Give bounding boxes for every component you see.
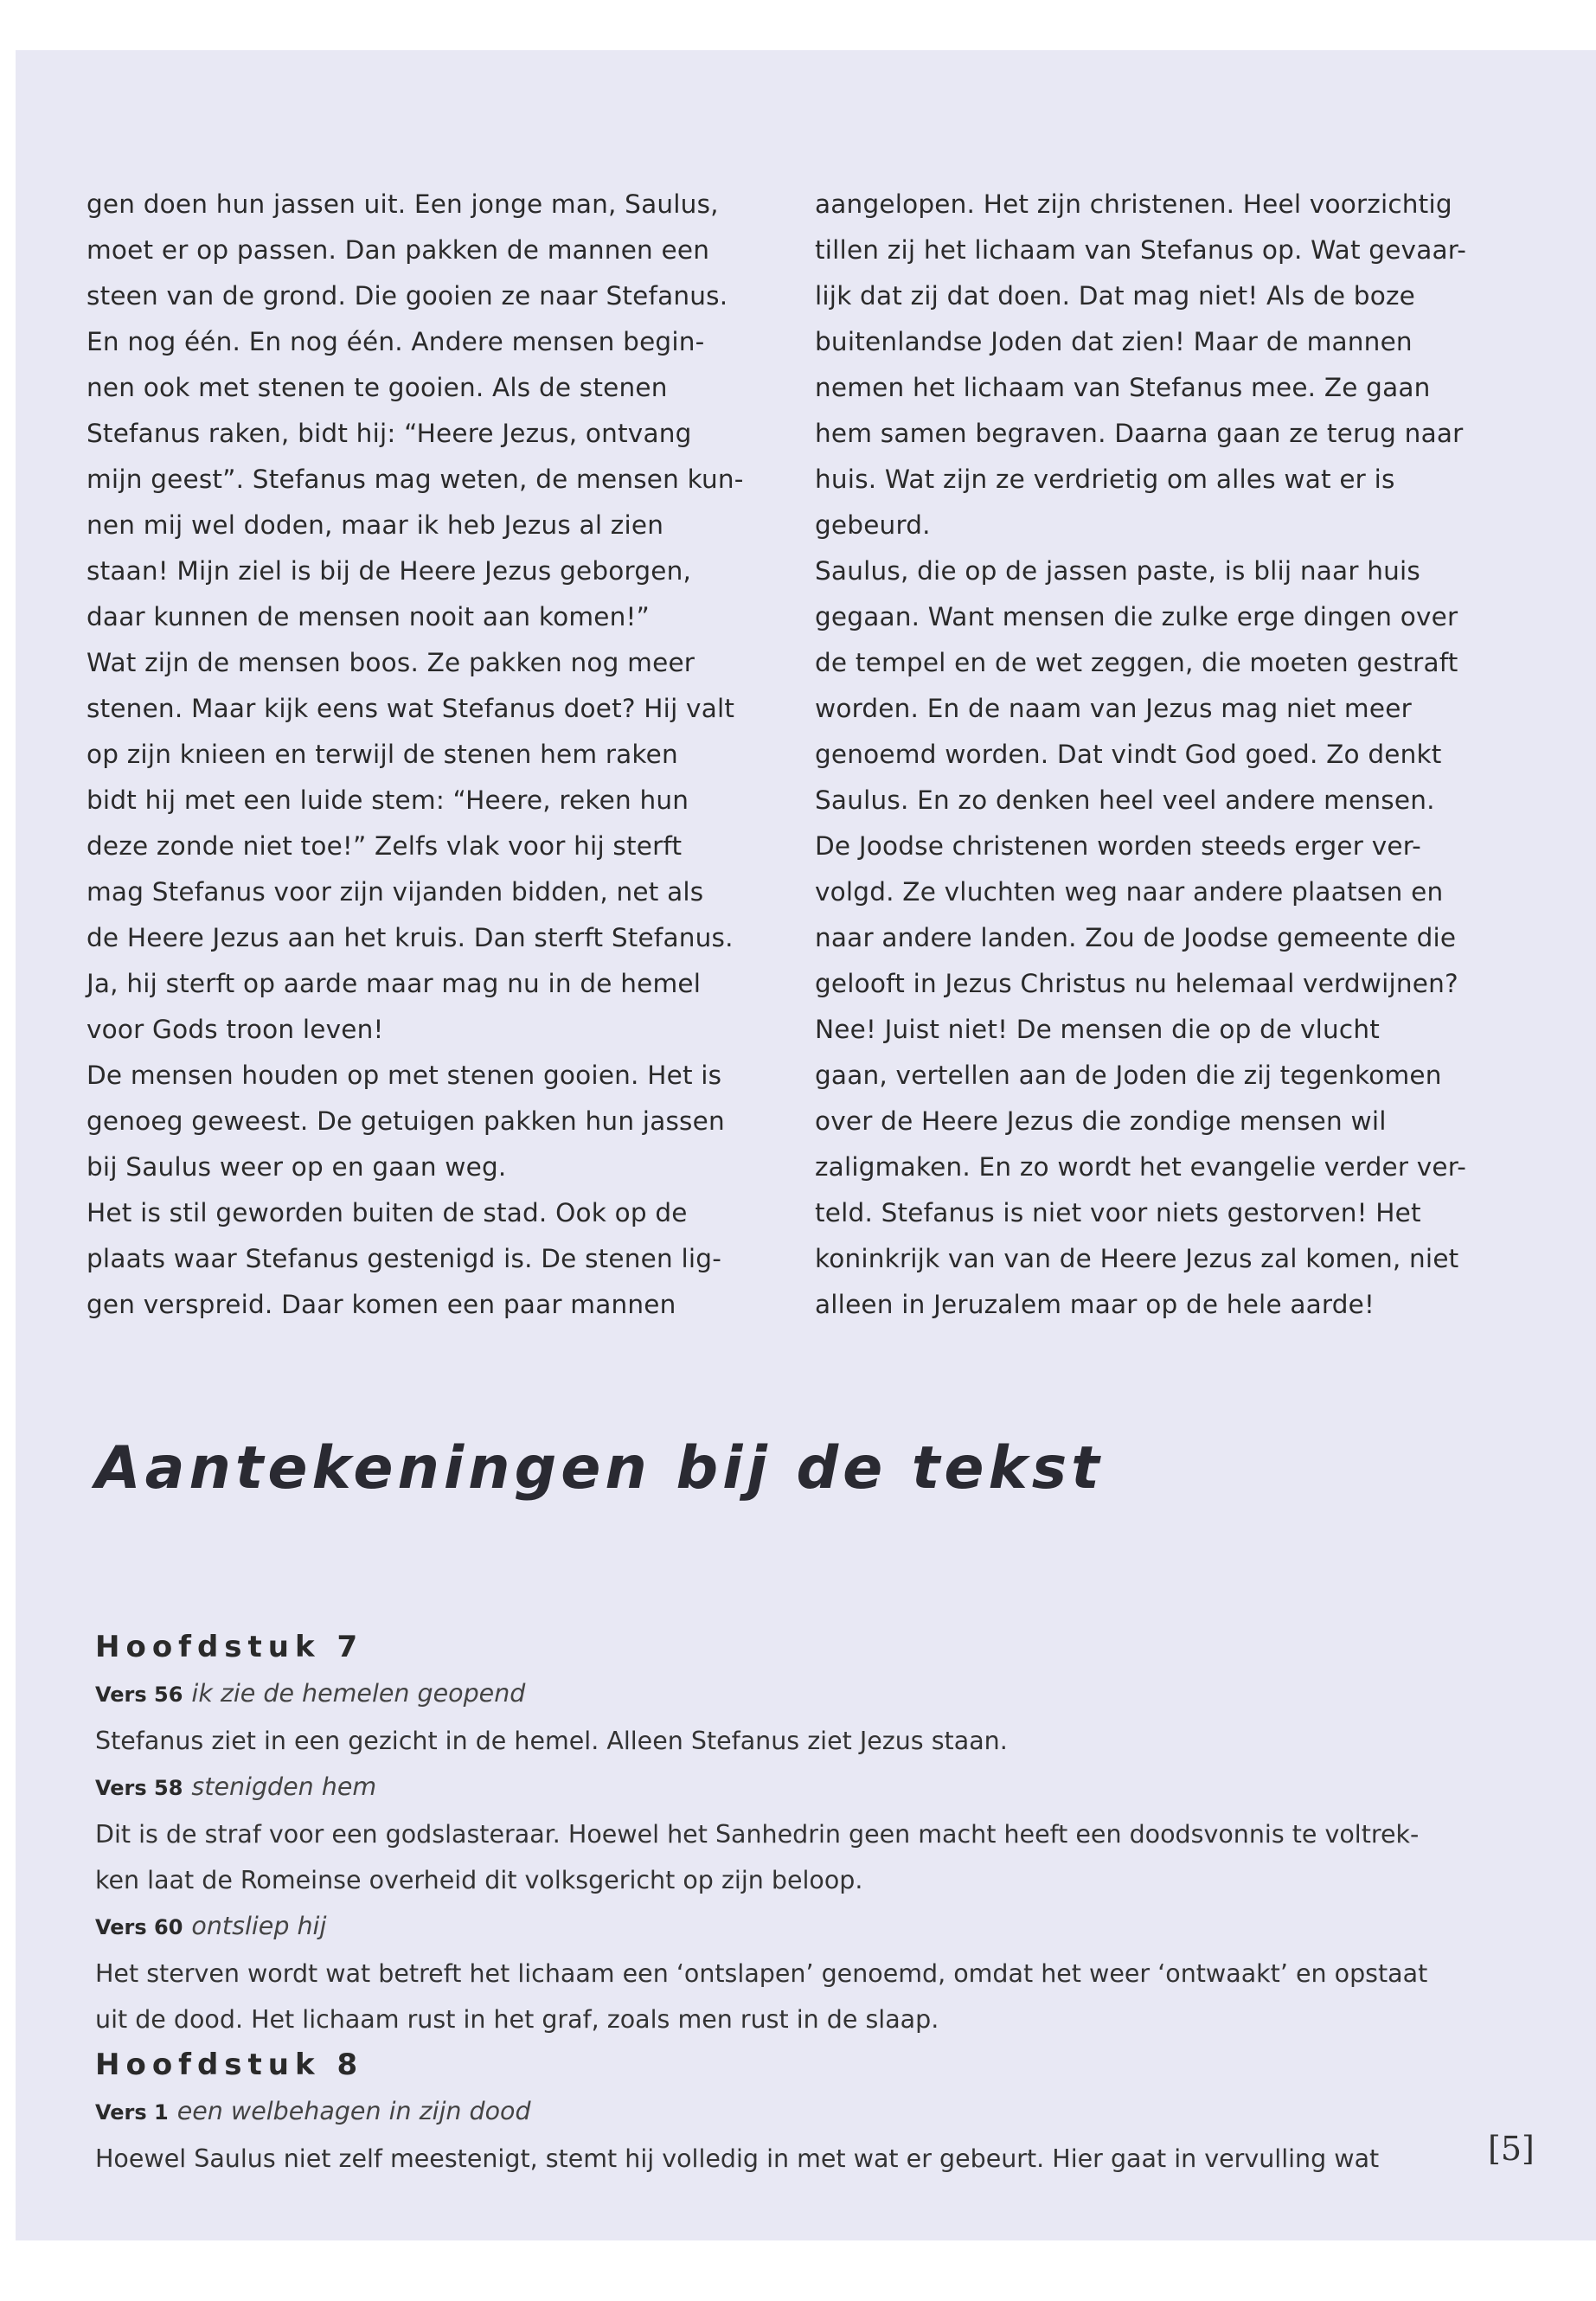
text-line: genoemd worden. Dat vindt God goed. Zo denkt	[815, 740, 1442, 769]
text-line: En nog één. En nog één. Andere mensen begin-	[87, 327, 705, 356]
verse-label: Vers 1	[95, 2100, 169, 2125]
verse-quote: stenigden hem	[191, 1772, 377, 1801]
text-line: huis. Wat zijn ze verdrietig om alles wat er is	[815, 465, 1395, 494]
text-line: teld. Stefanus is niet voor niets gestorven! Het	[815, 1198, 1421, 1227]
text-line: Het is stil geworden buiten de stad. Ook op de	[87, 1198, 688, 1227]
text-line: bidt hij met een luide stem: “Heere, reken hun	[87, 785, 689, 815]
page-number: [5]	[1488, 2130, 1535, 2168]
note-text: Het sterven wordt wat betreft het lichaam een ‘ontslapen’ genoemd, omdat het weer ‘ontwaakt’ en opstaat	[95, 1959, 1428, 1988]
text-line: hem samen begraven. Daarna gaan ze terug naar	[815, 419, 1464, 448]
text-line: Nee! Juist niet! De mensen die op de vlucht	[815, 1015, 1380, 1044]
verse-heading-60	[95, 1903, 1479, 1951]
note-text: ken laat de Romeinse overheid dit volksgericht op zijn beloop.	[95, 1866, 863, 1894]
notes-heading: Aantekeningen bij de tekst	[95, 1434, 1104, 1503]
text-line: gen verspreid. Daar komen een paar mannen	[87, 1290, 676, 1319]
text-line: tillen zij het lichaam van Stefanus op. Wat gevaar-	[815, 235, 1467, 265]
text-line: de tempel en de wet zeggen, die moeten gestraft	[815, 648, 1458, 677]
text-line: de Heere Jezus aan het kruis. Dan sterft Stefanus.	[87, 923, 734, 952]
text-line: mijn geest”. Stefanus mag weten, de mensen kun-	[87, 465, 744, 494]
text-line: nen mij wel doden, maar ik heb Jezus al zien	[87, 510, 664, 540]
text-line: Ja, hij sterft op aarde maar mag nu in de hemel	[87, 969, 702, 998]
text-line: lijk dat zij dat doen. Dat mag niet! Als de boze	[815, 281, 1416, 311]
text-line: koninkrijk van van de Heere Jezus zal komen, niet	[815, 1244, 1459, 1273]
verse-quote: een welbehagen in zijn dood	[176, 2097, 531, 2125]
left-text-column	[87, 182, 761, 1328]
chapter-heading-8: Hoofdstuk 8	[95, 2048, 364, 2082]
text-line: Wat zijn de mensen boos. Ze pakken nog meer	[87, 648, 695, 677]
text-line: mag Stefanus voor zijn vijanden bidden, net als	[87, 877, 704, 907]
text-line: zaligmaken. En zo wordt het evangelie verder ver-	[815, 1152, 1467, 1182]
text-line: nen ook met stenen te gooien. Als de stenen	[87, 373, 668, 402]
text-line: worden. En de naam van Jezus mag niet meer	[815, 694, 1412, 723]
chapter-heading-7: Hoofdstuk 7	[95, 1630, 364, 1664]
text-line: bij Saulus weer op en gaan weg.	[87, 1152, 507, 1182]
text-line: volgd. Ze vluchten weg naar andere plaatsen en	[815, 877, 1444, 907]
text-line: voor Gods troon leven!	[87, 1015, 384, 1044]
verse-quote: ontsliep hij	[191, 1912, 327, 1940]
verse-heading-1	[95, 2088, 1479, 2136]
text-line: gaan, vertellen aan de Joden die zij tegenkomen	[815, 1061, 1442, 1090]
text-line: op zijn knieen en terwijl de stenen hem raken	[87, 740, 678, 769]
text-line: buitenlandse Joden dat zien! Maar de mannen	[815, 327, 1413, 356]
text-line: gebeurd.	[815, 510, 931, 540]
verse-label: Vers 56	[95, 1682, 183, 1707]
verse-quote: ik zie de hemelen geopend	[191, 1679, 526, 1708]
text-line: Saulus. En zo denken heel veel andere mensen.	[815, 785, 1435, 815]
text-line: moet er op passen. Dan pakken de mannen een	[87, 235, 710, 265]
note-text: Stefanus ziet in een gezicht in de hemel. Alleen Stefanus ziet Jezus staan.	[95, 1727, 1008, 1755]
text-line: steen van de grond. Die gooien ze naar Stefanus.	[87, 281, 728, 311]
note-text: Hoewel Saulus niet zelf meestenigt, stemt hij volledig in met wat er gebeurt. Hier gaat in vervulling wat	[95, 2144, 1380, 2173]
text-line: naar andere landen. Zou de Joodse gemeente die	[815, 923, 1457, 952]
text-line: deze zonde niet toe!” Zelfs vlak voor hij sterft	[87, 831, 683, 861]
note-text: Dit is de straf voor een godslasteraar. Hoewel het Sanhedrin geen macht heeft een doodsvonnis te voltrek-	[95, 1820, 1420, 1849]
verse-label: Vers 58	[95, 1776, 183, 1800]
verse-heading-56	[95, 1670, 1479, 1718]
text-line: nemen het lichaam van Stefanus mee. Ze gaan	[815, 373, 1431, 402]
verse-heading-58	[95, 1764, 1479, 1811]
text-line: alleen in Jeruzalem maar op de hele aarde!	[815, 1290, 1375, 1319]
text-line: stenen. Maar kijk eens wat Stefanus doet? Hij valt	[87, 694, 735, 723]
right-text-column	[815, 182, 1498, 1328]
text-line: gen doen hun jassen uit. Een jonge man, Saulus,	[87, 189, 719, 219]
text-line: De mensen houden op met stenen gooien. Het is	[87, 1061, 722, 1090]
text-line: Saulus, die op de jassen paste, is blij naar huis	[815, 556, 1420, 586]
notes-section	[95, 1625, 1479, 2182]
text-line: plaats waar Stefanus gestenigd is. De stenen lig-	[87, 1244, 722, 1273]
text-line: genoeg geweest. De getuigen pakken hun jassen	[87, 1106, 725, 1136]
note-text: uit de dood. Het lichaam rust in het graf, zoals men rust in de slaap.	[95, 2005, 939, 2034]
text-line: gegaan. Want mensen die zulke erge dingen over	[815, 602, 1458, 631]
text-line: Stefanus raken, bidt hij: “Heere Jezus, ontvang	[87, 419, 692, 448]
verse-label: Vers 60	[95, 1915, 183, 1939]
text-line: aangelopen. Het zijn christenen. Heel voorzichtig	[815, 189, 1452, 219]
text-line: De Joodse christenen worden steeds erger ver-	[815, 831, 1421, 861]
text-line: daar kunnen de mensen nooit aan komen!”	[87, 602, 651, 631]
text-line: gelooft in Jezus Christus nu helemaal verdwijnen?	[815, 969, 1458, 998]
text-line: staan! Mijn ziel is bij de Heere Jezus geborgen,	[87, 556, 692, 586]
page	[16, 50, 1596, 2240]
text-line: over de Heere Jezus die zondige mensen wil	[815, 1106, 1387, 1136]
